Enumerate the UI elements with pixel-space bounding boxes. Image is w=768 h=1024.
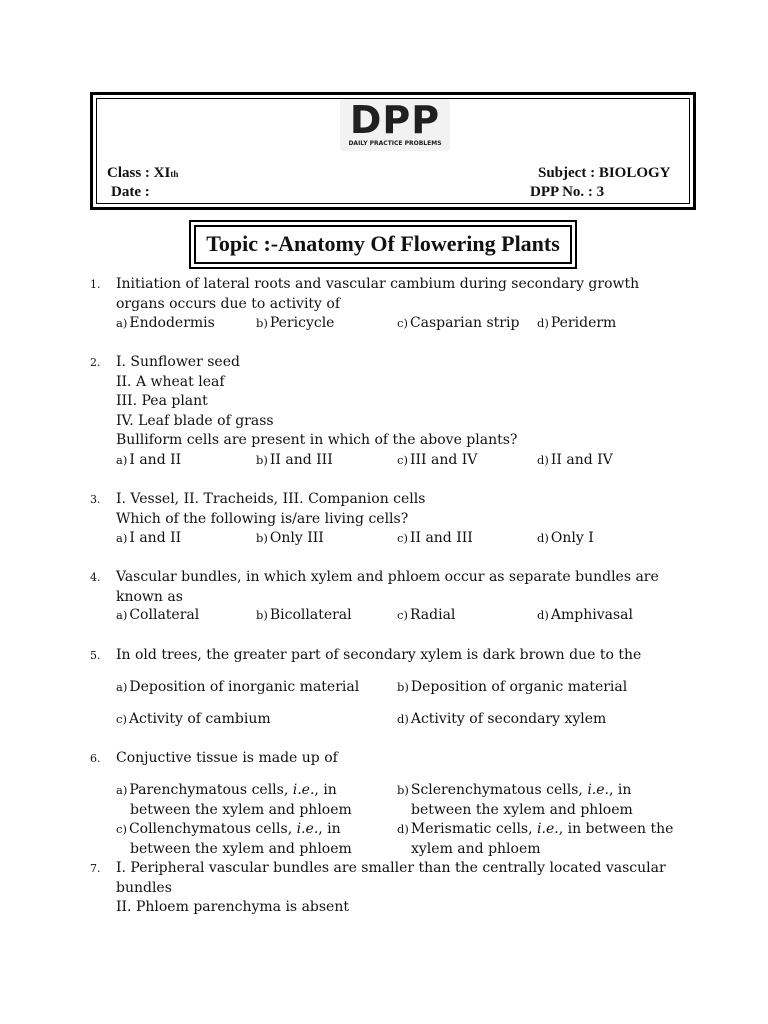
question-line: In old trees, the greater part of secondary xylem is dark brown due to the [116, 647, 642, 663]
option-label: c) [116, 822, 127, 836]
option-label: b) [256, 608, 268, 622]
option-text: Bicollateral [269, 607, 352, 623]
dpp-logo [340, 99, 450, 151]
dpp-number-label: DPP No. : 3 [530, 184, 605, 200]
question-line: III. Pea plant [116, 393, 208, 409]
option-a[interactable] [116, 314, 215, 334]
option-continuation: between the xylem and phloem [411, 801, 633, 818]
question-line: IV. Leaf blade of grass [116, 412, 274, 429]
logo-subtitle: DAILY PRACTICE PROBLEMS [348, 140, 442, 147]
question-line: I. Peripheral vascular bundles are smaller than the centrally located vascular [116, 860, 666, 876]
option-text: Parenchymatous cells, [129, 782, 293, 798]
option-label: c) [397, 316, 408, 330]
question-line: bundles [116, 879, 172, 896]
option-a[interactable] [116, 451, 181, 471]
option-text: , in [314, 782, 337, 798]
option-label: a) [116, 680, 128, 694]
option-emphasis: i.e. [296, 821, 319, 837]
class-label [107, 165, 178, 182]
option-text: II and III [409, 530, 473, 546]
option-continuation: between the xylem and phloem [130, 840, 352, 857]
option-c[interactable] [397, 451, 477, 471]
question-number: 7. [90, 862, 101, 875]
option-emphasis: i.e. [587, 782, 609, 798]
option-text: Only I [550, 530, 594, 546]
option-d[interactable] [537, 314, 616, 334]
option-a[interactable] [116, 678, 359, 698]
option-text: , in between the [558, 821, 674, 837]
option-c[interactable] [116, 710, 271, 730]
question-line: Conjuctive tissue is made up of [116, 750, 338, 766]
option-text: Collenchymatous cells, [128, 821, 297, 837]
option-text: I and II [129, 530, 182, 546]
question-line: known as [116, 588, 183, 605]
option-c[interactable] [116, 820, 381, 859]
option-label: d) [397, 822, 409, 836]
option-label: a) [116, 608, 128, 622]
question-number: 5. [90, 649, 101, 662]
option-b[interactable] [397, 678, 627, 698]
logo-title: DPP [349, 98, 441, 142]
option-a[interactable] [116, 606, 199, 626]
date-label: Date : [111, 184, 150, 200]
class-suffix: th [170, 169, 179, 179]
option-continuation: xylem and phloem [411, 840, 541, 857]
option-text: , in [608, 782, 632, 798]
option-label: a) [116, 452, 128, 467]
option-text: Periderm [550, 315, 617, 331]
option-label: b) [256, 316, 268, 330]
option-text: Sclerenchymatous cells, [410, 782, 588, 798]
option-label: b) [397, 680, 409, 694]
option-d[interactable] [537, 529, 594, 549]
option-text: , in [318, 821, 341, 837]
option-c[interactable] [397, 314, 519, 334]
question-line: Vascular bundles, in which xylem and phloem occur as separate bundles are [116, 569, 659, 585]
question-number: 4. [90, 571, 101, 584]
question-number: 3. [90, 493, 101, 506]
question-line: II. Phloem parenchyma is absent [116, 899, 349, 915]
option-d[interactable] [397, 820, 687, 859]
option-text: Merismatic cells, [410, 821, 538, 837]
option-b[interactable] [397, 781, 687, 820]
option-label: c) [116, 712, 127, 726]
class-text: Class : XI [107, 165, 171, 181]
option-a[interactable] [116, 529, 181, 549]
option-text: Activity of cambium [128, 711, 271, 727]
question-number: 6. [90, 752, 101, 765]
option-text: Activity of secondary xylem [410, 711, 607, 727]
topic-box [189, 220, 577, 269]
topic-title: Topic :-Anatomy Of Flowering Plants [194, 225, 572, 264]
option-text: Deposition of organic material [410, 679, 628, 695]
option-c[interactable] [397, 606, 455, 626]
option-emphasis: i.e. [292, 782, 315, 798]
question-line: Initiation of lateral roots and vascular cambium during secondary growth [116, 276, 640, 292]
option-text: I and II [129, 451, 182, 468]
option-text: II and IV [550, 451, 613, 468]
option-label: b) [397, 783, 409, 797]
option-label: a) [116, 531, 128, 545]
option-label: a) [116, 316, 128, 330]
question-line: II. A wheat leaf [116, 373, 225, 390]
option-b[interactable] [256, 451, 333, 471]
option-label: d) [537, 531, 549, 545]
option-label: c) [397, 608, 408, 622]
option-text: Deposition of inorganic material [129, 679, 360, 695]
option-d[interactable] [397, 710, 606, 730]
question-line: I. Sunflower seed [116, 354, 240, 370]
option-label: d) [537, 316, 549, 330]
option-continuation: between the xylem and phloem [130, 801, 352, 818]
option-text: Only III [269, 530, 324, 546]
option-b[interactable] [256, 606, 352, 626]
option-text: Casparian strip [409, 315, 520, 331]
option-text: Pericycle [269, 315, 335, 331]
option-c[interactable] [397, 529, 473, 549]
option-label: c) [397, 531, 408, 545]
option-text: Amphivasal [550, 607, 633, 623]
option-label: d) [537, 452, 549, 467]
option-label: c) [397, 452, 408, 467]
option-b[interactable] [256, 314, 334, 334]
question-number: 1. [90, 278, 101, 291]
subject-label: Subject : BIOLOGY [538, 165, 671, 181]
option-label: d) [397, 712, 409, 726]
question-line: Bulliform cells are present in which of the above plants? [116, 432, 518, 448]
option-text: II and III [269, 451, 333, 468]
option-text: Endodermis [129, 315, 215, 331]
option-d[interactable] [537, 606, 633, 626]
question-line: Which of the following is/are living cells? [116, 510, 409, 527]
option-label: b) [256, 531, 268, 545]
option-a[interactable] [116, 781, 381, 820]
option-text: Radial [409, 607, 456, 623]
option-label: a) [116, 783, 128, 797]
option-text: Collateral [129, 607, 200, 623]
option-text: III and IV [409, 451, 478, 468]
option-label: b) [256, 452, 268, 467]
option-b[interactable] [256, 529, 324, 549]
option-d[interactable] [537, 451, 613, 471]
option-label: d) [537, 608, 549, 622]
option-emphasis: i.e. [537, 821, 559, 837]
question-number: 2. [90, 356, 101, 369]
question-line: organs occurs due to activity of [116, 295, 341, 312]
question-line: I. Vessel, II. Tracheids, III. Companion cells [116, 491, 426, 507]
